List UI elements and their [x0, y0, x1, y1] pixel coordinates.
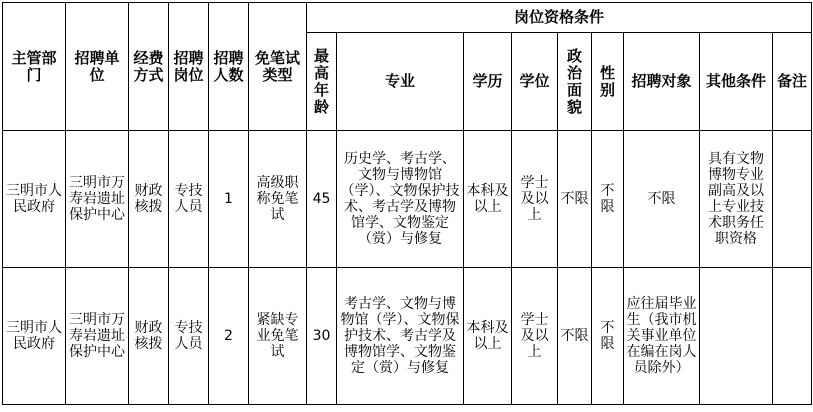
cell-note — [773, 131, 812, 268]
header-gender: 性别 — [592, 33, 624, 131]
cell-degree: 学士及以上 — [512, 268, 558, 405]
header-education: 学历 — [464, 33, 512, 131]
header-note: 备注 — [773, 33, 812, 131]
cell-gender: 不限 — [592, 131, 624, 268]
header-post: 招聘岗位 — [169, 3, 209, 131]
header-funding: 经费方式 — [129, 3, 169, 131]
cell-unit: 三明市万寿岩遗址保护中心 — [66, 268, 129, 405]
cell-education: 本科及以上 — [464, 268, 512, 405]
cell-note — [773, 268, 812, 405]
header-count: 招聘人数 — [209, 3, 249, 131]
cell-other: 具有文物博物专业副高及以上专业技术职务任职资格 — [700, 131, 773, 268]
recruitment-table — [2, 2, 812, 405]
header-unit: 招聘单位 — [66, 3, 129, 131]
header-max-age: 最高年龄 — [307, 33, 337, 131]
cell-target: 不限 — [624, 131, 700, 268]
cell-max-age: 30 — [307, 268, 337, 405]
cell-count: 2 — [209, 268, 249, 405]
cell-max-age: 45 — [307, 131, 337, 268]
header-target: 招聘对象 — [624, 33, 700, 131]
cell-dept: 三明市人民政府 — [3, 268, 66, 405]
cell-post: 专技人员 — [169, 268, 209, 405]
cell-major: 考古学、文物与博物馆（学）、文物保护技术、考古学及博物馆学、文物鉴定（赏）与修复 — [337, 268, 464, 405]
cell-funding: 财政核拨 — [129, 268, 169, 405]
cell-degree: 学士及以上 — [512, 131, 558, 268]
cell-funding: 财政核拨 — [129, 131, 169, 268]
header-exam-type: 免笔试类型 — [249, 3, 307, 131]
header-major: 专业 — [337, 33, 464, 131]
cell-post: 专技人员 — [169, 131, 209, 268]
cell-gender: 不限 — [592, 268, 624, 405]
cell-major: 历史学、考古学、文物与博物馆（学）、文物保护技术、考古学及博物馆学、文物鉴定（赏）与修复 — [337, 131, 464, 268]
cell-unit: 三明市万寿岩遗址保护中心 — [66, 131, 129, 268]
header-qualification-group: 岗位资格条件 — [307, 3, 812, 33]
header-other: 其他条件 — [700, 33, 773, 131]
cell-dept: 三明市人民政府 — [3, 131, 66, 268]
header-dept: 主管部门 — [3, 3, 66, 131]
table-row — [3, 131, 812, 268]
cell-target: 应往届毕业生（我市机关事业单位在编在岗人员除外） — [624, 268, 700, 405]
cell-education: 本科及以上 — [464, 131, 512, 268]
cell-political: 不限 — [558, 131, 592, 268]
cell-count: 1 — [209, 131, 249, 268]
header-political: 政治面貌 — [558, 33, 592, 131]
cell-exam-type: 高级职称免笔试 — [249, 131, 307, 268]
table-row — [3, 268, 812, 405]
cell-other — [700, 268, 773, 405]
cell-political: 不限 — [558, 268, 592, 405]
cell-exam-type: 紧缺专业免笔试 — [249, 268, 307, 405]
header-degree: 学位 — [512, 33, 558, 131]
